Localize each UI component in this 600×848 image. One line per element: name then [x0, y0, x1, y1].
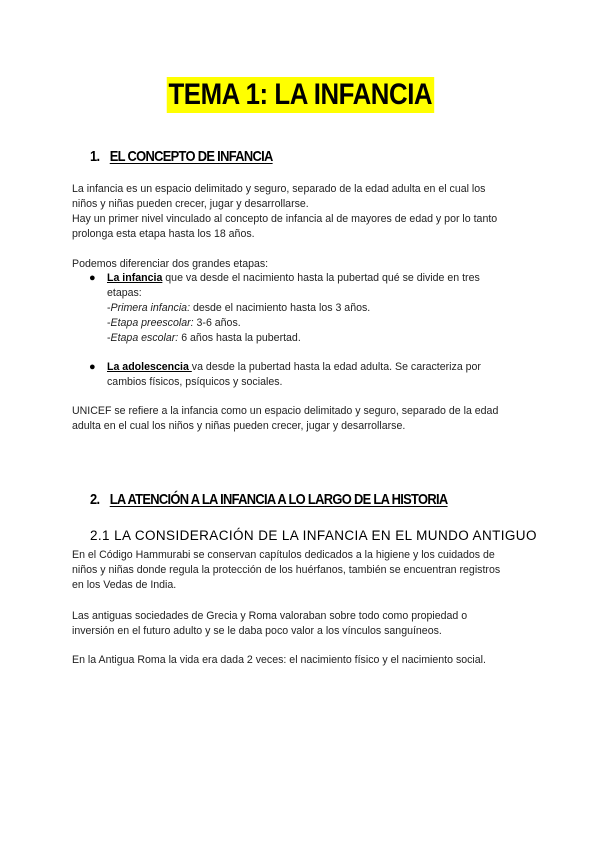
text-line: etapas:: [107, 287, 142, 299]
bullet-infancia-text: que va desde el nacimiento hasta la pubertad qué se divide en tres: [162, 272, 480, 284]
text-line: [107, 271, 527, 286]
section-2-number: 2.: [90, 491, 100, 508]
section-1-title: EL CONCEPTO DE INFANCIA: [109, 148, 273, 165]
section-1-intro: [72, 182, 532, 242]
bullet-adolescencia: [107, 360, 527, 390]
page-title: TEMA 1: LA INFANCIA: [168, 78, 432, 111]
section-2-heading: [90, 491, 448, 509]
stage-text: 6 años hasta la pubertad.: [178, 332, 301, 344]
bullet-infancia: [107, 271, 527, 346]
stage-item: -Etapa preescolar: 3-6 años.: [107, 317, 241, 329]
text-line: Hay un primer nivel vinculado al concepto de infancia al de mayores de edad y por lo tanto: [72, 213, 498, 225]
grecia-roma-paragraph: [72, 609, 532, 639]
stages-lead: [72, 257, 532, 272]
bullet-icon: ●: [89, 361, 96, 373]
section-1-number: 1.: [90, 148, 100, 165]
text-line: adulta en el cual los niños y niñas pueden crecer, jugar y desarrollarse.: [72, 420, 406, 432]
section-2-1-heading: 2.1 LA CONSIDERACIÓN DE LA INFANCIA EN EL MUNDO ANTIGUO: [90, 528, 537, 543]
hammurabi-paragraph: [72, 548, 532, 593]
stage-label: Primera infancia:: [110, 302, 191, 314]
text-line: inversión en el futuro adulto y se le daba poco valor a los vínculos sanguíneos.: [72, 625, 442, 637]
text-line: Podemos diferenciar dos grandes etapas:: [72, 258, 269, 270]
stage-label: Etapa preescolar:: [110, 317, 194, 329]
text-line: en los Vedas de India.: [72, 579, 177, 591]
stage-text: desde el nacimiento hasta los 3 años.: [190, 302, 371, 314]
text-line: En la Antigua Roma la vida era dada 2 veces: el nacimiento físico y el nacimiento social.: [72, 654, 486, 666]
text-line: niños y niñas donde regula la protección de los huérfanos, también se encuentran registros: [72, 564, 501, 576]
text-line: [107, 360, 527, 375]
bullet-icon: ●: [89, 272, 96, 284]
text-line: Las antiguas sociedades de Grecia y Roma valoraban sobre todo como propiedad o: [72, 610, 468, 622]
section-1-heading: [90, 148, 273, 166]
stage-label: Etapa escolar:: [110, 332, 179, 344]
text-line: La infancia es un espacio delimitado y seguro, separado de la edad adulta en el cual los: [72, 183, 486, 195]
term-infancia: La infancia: [107, 272, 163, 284]
text-line: En el Código Hammurabi se conservan capítulos dedicados a la higiene y los cuidados de: [72, 549, 495, 561]
section-2-title: LA ATENCIÓN A LA INFANCIA A LO LARGO DE LA HISTORIA: [109, 491, 448, 508]
text-line: cambios físicos, psíquicos y sociales.: [107, 376, 283, 388]
antigua-roma-paragraph: [72, 653, 532, 668]
stage-item: -Primera infancia: desde el nacimiento hasta los 3 años.: [107, 302, 371, 314]
term-adolescencia: La adolescencia: [107, 361, 192, 373]
title-block: [0, 77, 600, 113]
stage-text: 3-6 años.: [193, 317, 241, 329]
bullet-adolescencia-text: va desde la pubertad hasta la edad adulta. Se caracteriza por: [191, 361, 481, 373]
text-line: niños y niñas pueden crecer, jugar y desarrollarse.: [72, 198, 309, 210]
text-line: prolonga esta etapa hasta los 18 años.: [72, 228, 255, 240]
unicef-paragraph: [72, 404, 532, 434]
stage-item: -Etapa escolar: 6 años hasta la pubertad.: [107, 332, 301, 344]
text-line: UNICEF se refiere a la infancia como un espacio delimitado y seguro, separado de la edad: [72, 405, 499, 417]
